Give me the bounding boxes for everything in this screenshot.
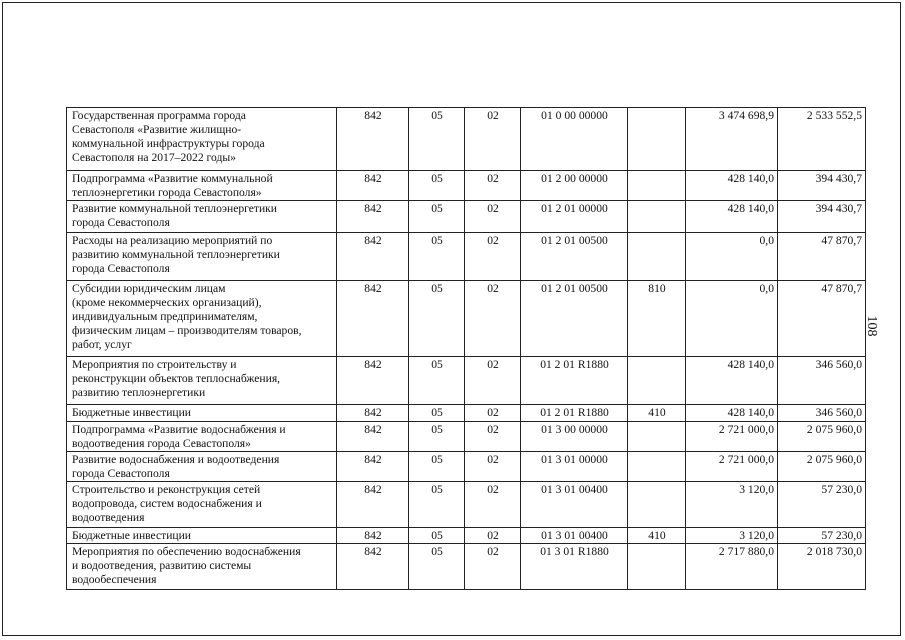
amount-year2-cell: 346 560,0 xyxy=(778,405,866,422)
table-row xyxy=(67,405,866,422)
section-code-cell: 05 xyxy=(409,482,465,528)
section-code-cell: 05 xyxy=(409,422,465,452)
expense-kind-cell xyxy=(628,544,686,590)
amount-year1-cell: 2 721 000,0 xyxy=(686,452,778,482)
subsection-code-cell: 02 xyxy=(465,528,521,544)
expense-kind-cell xyxy=(628,482,686,528)
target-article-cell: 01 3 01 R1880 xyxy=(521,544,628,590)
budget-table xyxy=(66,107,866,590)
expense-kind-cell xyxy=(628,201,686,233)
amount-year1-cell: 428 140,0 xyxy=(686,357,778,405)
ministry-code-cell: 842 xyxy=(337,405,409,422)
subsection-code-cell: 02 xyxy=(465,281,521,357)
target-article-cell: 01 0 00 00000 xyxy=(521,108,628,171)
ministry-code-cell: 842 xyxy=(337,528,409,544)
ministry-code-cell: 842 xyxy=(337,233,409,281)
amount-year2-cell: 47 870,7 xyxy=(778,233,866,281)
amount-year2-cell: 2 075 960,0 xyxy=(778,422,866,452)
table-row xyxy=(67,233,866,281)
row-name-cell: Субсидии юридическим лицам (кроме некоммерческих организаций), индивидуальным предпринимателям, физическим лицам – производителям товаров, работ, услуг xyxy=(67,281,337,357)
amount-year2-cell: 47 870,7 xyxy=(778,281,866,357)
table-row xyxy=(67,422,866,452)
row-name-cell: Развитие водоснабжения и водоотведения города Севастополя xyxy=(67,452,337,482)
amount-year2-cell: 346 560,0 xyxy=(778,357,866,405)
ministry-code-cell: 842 xyxy=(337,544,409,590)
amount-year2-cell: 394 430,7 xyxy=(778,171,866,201)
row-name-cell: Расходы на реализацию мероприятий по развитию коммунальной теплоэнергетики города Севастополя xyxy=(67,233,337,281)
amount-year2-cell: 2 075 960,0 xyxy=(778,452,866,482)
ministry-code-cell: 842 xyxy=(337,422,409,452)
row-name-cell: Строительство и реконструкция сетей водопровода, систем водоснабжения и водоотведения xyxy=(67,482,337,528)
ministry-code-cell: 842 xyxy=(337,281,409,357)
row-name-cell: Бюджетные инвестиции xyxy=(67,528,337,544)
expense-kind-cell xyxy=(628,108,686,171)
ministry-code-cell: 842 xyxy=(337,357,409,405)
amount-year1-cell: 2 717 880,0 xyxy=(686,544,778,590)
amount-year1-cell: 428 140,0 xyxy=(686,171,778,201)
amount-year1-cell: 3 120,0 xyxy=(686,482,778,528)
table-row xyxy=(67,171,866,201)
row-name-cell: Бюджетные инвестиции xyxy=(67,405,337,422)
expense-kind-cell xyxy=(628,422,686,452)
table-row xyxy=(67,528,866,544)
table-row xyxy=(67,108,866,171)
expense-kind-cell xyxy=(628,357,686,405)
ministry-code-cell: 842 xyxy=(337,201,409,233)
section-code-cell: 05 xyxy=(409,405,465,422)
amount-year1-cell: 428 140,0 xyxy=(686,405,778,422)
table-row xyxy=(67,482,866,528)
target-article-cell: 01 2 01 R1880 xyxy=(521,405,628,422)
expense-kind-cell: 410 xyxy=(628,528,686,544)
table-row xyxy=(67,544,866,590)
amount-year2-cell: 2 018 730,0 xyxy=(778,544,866,590)
expense-kind-cell: 410 xyxy=(628,405,686,422)
subsection-code-cell: 02 xyxy=(465,405,521,422)
subsection-code-cell: 02 xyxy=(465,452,521,482)
amount-year2-cell: 57 230,0 xyxy=(778,528,866,544)
expense-kind-cell: 810 xyxy=(628,281,686,357)
subsection-code-cell: 02 xyxy=(465,422,521,452)
subsection-code-cell: 02 xyxy=(465,357,521,405)
amount-year2-cell: 2 533 552,5 xyxy=(778,108,866,171)
page-number: 108 xyxy=(864,315,879,337)
table-row xyxy=(67,281,866,357)
subsection-code-cell: 02 xyxy=(465,171,521,201)
section-code-cell: 05 xyxy=(409,201,465,233)
amount-year1-cell: 428 140,0 xyxy=(686,201,778,233)
ministry-code-cell: 842 xyxy=(337,482,409,528)
target-article-cell: 01 2 01 00500 xyxy=(521,281,628,357)
ministry-code-cell: 842 xyxy=(337,171,409,201)
section-code-cell: 05 xyxy=(409,357,465,405)
section-code-cell: 05 xyxy=(409,528,465,544)
amount-year2-cell: 57 230,0 xyxy=(778,482,866,528)
row-name-cell: Развитие коммунальной теплоэнергетики города Севастополя xyxy=(67,201,337,233)
expense-kind-cell xyxy=(628,452,686,482)
target-article-cell: 01 2 00 00000 xyxy=(521,171,628,201)
target-article-cell: 01 3 01 00400 xyxy=(521,528,628,544)
target-article-cell: 01 2 01 00000 xyxy=(521,201,628,233)
table-body xyxy=(67,108,866,590)
row-name-cell: Государственная программа города Севастополя «Развитие жилищно- коммунальной инфраструктуры города Севастополя на 2017–2022 годы» xyxy=(67,108,337,171)
row-name-cell: Подпрограмма «Развитие водоснабжения и водоотведения города Севастополя» xyxy=(67,422,337,452)
section-code-cell: 05 xyxy=(409,452,465,482)
row-name-cell: Подпрограмма «Развитие коммунальной теплоэнергетики города Севастополя» xyxy=(67,171,337,201)
subsection-code-cell: 02 xyxy=(465,544,521,590)
section-code-cell: 05 xyxy=(409,281,465,357)
target-article-cell: 01 3 01 00400 xyxy=(521,482,628,528)
ministry-code-cell: 842 xyxy=(337,108,409,171)
row-name-cell: Мероприятия по строительству и реконструкции объектов теплоснабжения, развитию теплоэнергетики xyxy=(67,357,337,405)
expense-kind-cell xyxy=(628,233,686,281)
ministry-code-cell: 842 xyxy=(337,452,409,482)
table-row xyxy=(67,452,866,482)
target-article-cell: 01 2 01 00500 xyxy=(521,233,628,281)
subsection-code-cell: 02 xyxy=(465,201,521,233)
row-name-cell: Мероприятия по обеспечению водоснабжения и водоотведения, развитию системы водообеспечения xyxy=(67,544,337,590)
subsection-code-cell: 02 xyxy=(465,108,521,171)
amount-year1-cell: 0,0 xyxy=(686,233,778,281)
target-article-cell: 01 3 00 00000 xyxy=(521,422,628,452)
amount-year1-cell: 3 474 698,9 xyxy=(686,108,778,171)
section-code-cell: 05 xyxy=(409,108,465,171)
target-article-cell: 01 2 01 R1880 xyxy=(521,357,628,405)
expense-kind-cell xyxy=(628,171,686,201)
section-code-cell: 05 xyxy=(409,544,465,590)
amount-year1-cell: 2 721 000,0 xyxy=(686,422,778,452)
subsection-code-cell: 02 xyxy=(465,233,521,281)
amount-year1-cell: 0,0 xyxy=(686,281,778,357)
table-row xyxy=(67,357,866,405)
amount-year2-cell: 394 430,7 xyxy=(778,201,866,233)
section-code-cell: 05 xyxy=(409,171,465,201)
target-article-cell: 01 3 01 00000 xyxy=(521,452,628,482)
section-code-cell: 05 xyxy=(409,233,465,281)
subsection-code-cell: 02 xyxy=(465,482,521,528)
table-row xyxy=(67,201,866,233)
amount-year1-cell: 3 120,0 xyxy=(686,528,778,544)
